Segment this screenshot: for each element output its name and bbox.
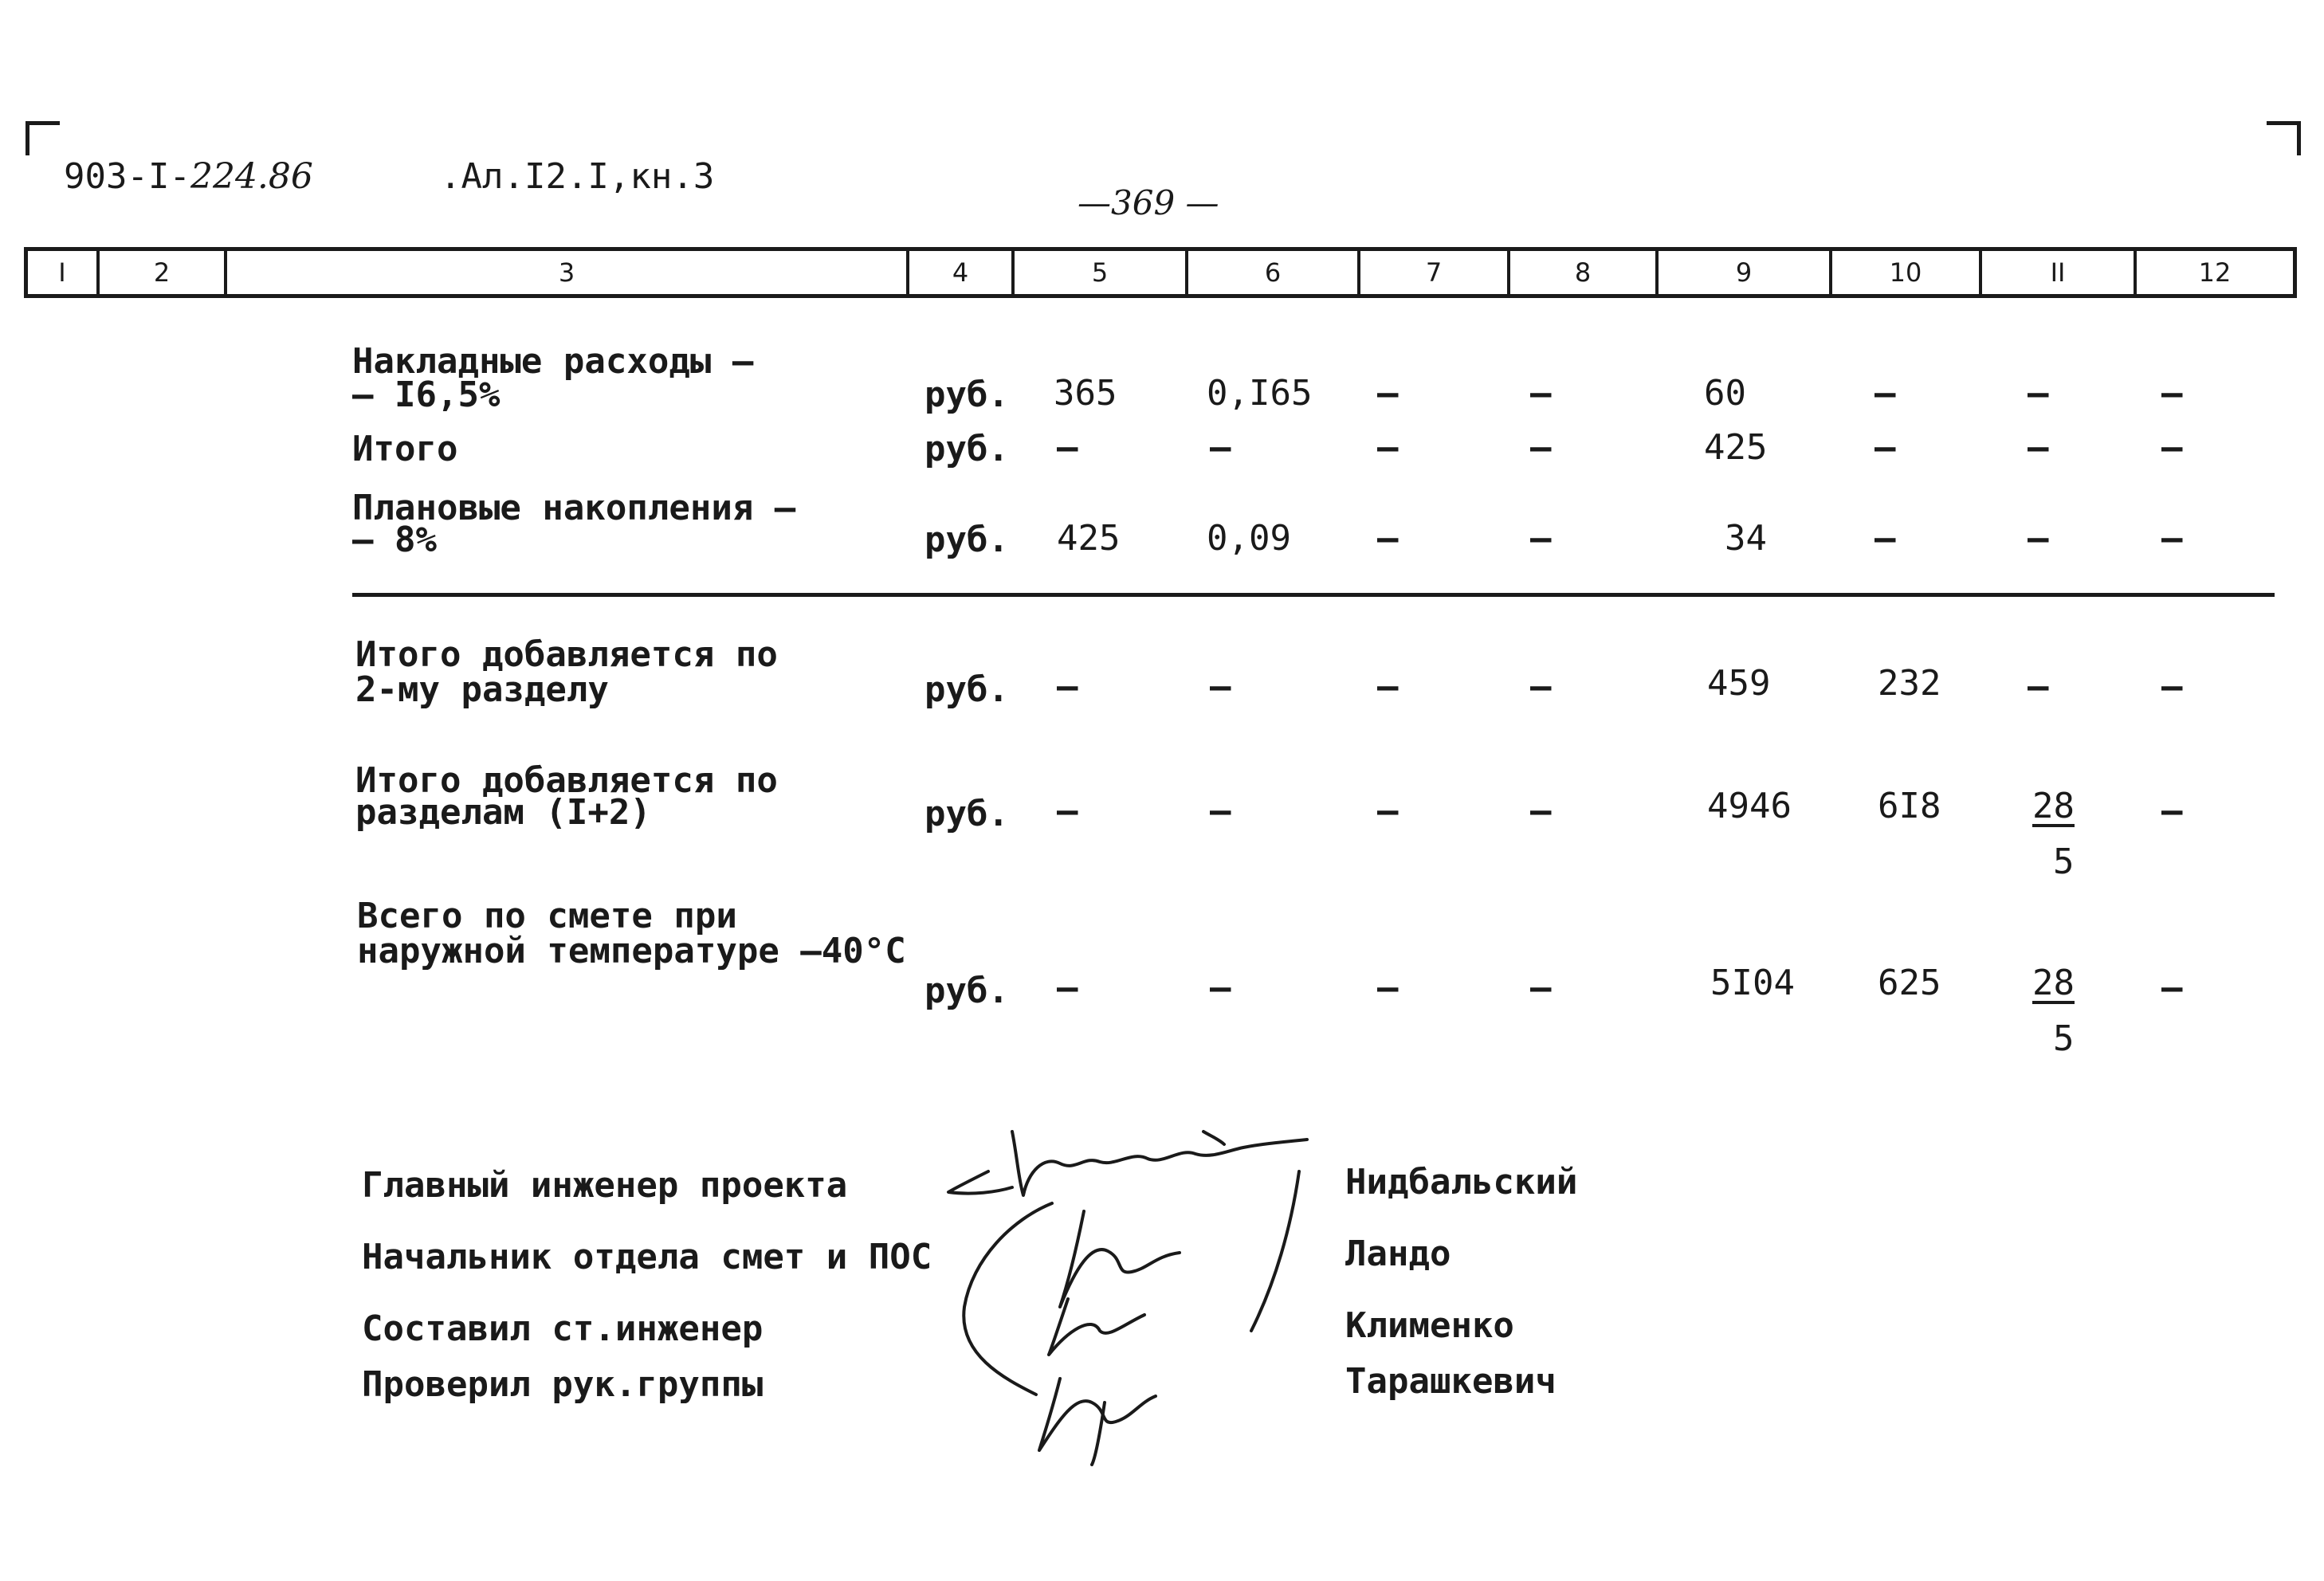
document-code bbox=[64, 156, 313, 197]
col5-cell: 425 bbox=[1057, 518, 1121, 559]
col6-cell: – bbox=[1210, 790, 1231, 831]
row-label-line: Плановые накопления – bbox=[352, 488, 796, 528]
unit-cell: руб. bbox=[924, 520, 1009, 560]
column-number: I bbox=[58, 257, 66, 288]
col11-cell: – bbox=[2028, 427, 2049, 468]
column-number-bar bbox=[24, 247, 2297, 298]
row-label-line: разделам (I+2) bbox=[355, 792, 651, 833]
column-number: II bbox=[1979, 251, 2134, 294]
col6-cell: 0,I65 bbox=[1207, 373, 1313, 414]
unit-cell: руб. bbox=[924, 971, 1009, 1011]
section-divider bbox=[352, 593, 2275, 597]
handwritten-signatures-image bbox=[940, 1116, 1355, 1466]
col9-cell: 60 bbox=[1704, 373, 1746, 414]
row-label-line: – I6,5% bbox=[352, 375, 501, 415]
col9-cell: 5I04 bbox=[1710, 963, 1795, 1003]
col12-cell: – bbox=[2161, 790, 2183, 831]
col8-cell: – bbox=[1530, 967, 1552, 1008]
col8-cell: – bbox=[1530, 427, 1552, 468]
document-code-prefix: 903-I- bbox=[64, 156, 190, 197]
signatory-role: Составил ст.инженер bbox=[362, 1308, 764, 1349]
row-label-line: Итого добавляется по bbox=[355, 634, 778, 675]
column-number: 5 bbox=[1011, 251, 1185, 294]
col5-cell: – bbox=[1057, 666, 1078, 707]
document-code-handwritten: 224.86 bbox=[190, 156, 313, 197]
col10-cell: – bbox=[1875, 373, 1896, 414]
col5-cell: – bbox=[1057, 967, 1078, 1008]
col7-cell: – bbox=[1377, 666, 1399, 707]
signatory-name: Нидбальский bbox=[1345, 1162, 1578, 1202]
col7-cell: – bbox=[1377, 518, 1399, 559]
col10-cell: 232 bbox=[1878, 663, 1941, 704]
col10-cell: – bbox=[1875, 518, 1896, 559]
col9-cell: 459 bbox=[1707, 663, 1771, 704]
col7-cell: – bbox=[1377, 790, 1399, 831]
row-label-line: – 8% bbox=[352, 520, 437, 560]
col6-cell: – bbox=[1210, 666, 1231, 707]
col9-cell: 425 bbox=[1704, 427, 1768, 468]
col5-cell: 365 bbox=[1054, 373, 1117, 414]
col7-cell: – bbox=[1377, 967, 1399, 1008]
col7-cell: – bbox=[1377, 427, 1399, 468]
col12-cell: – bbox=[2161, 666, 2183, 707]
row-label-line: Итого добавляется по bbox=[355, 760, 778, 801]
col12-cell: – bbox=[2161, 518, 2183, 559]
column-number: 2 bbox=[96, 251, 224, 294]
row-label-line: 2-му разделу bbox=[355, 669, 609, 710]
row-label-line: наружной температуре –40°C bbox=[357, 931, 906, 971]
column-number: 7 bbox=[1357, 251, 1507, 294]
col6-cell: – bbox=[1210, 427, 1231, 468]
col8-cell: – bbox=[1530, 790, 1552, 831]
unit-cell: руб. bbox=[924, 669, 1009, 710]
col10-cell: – bbox=[1875, 427, 1896, 468]
col11-cell: – bbox=[2028, 518, 2049, 559]
col5-cell: – bbox=[1057, 427, 1078, 468]
col6-cell: 0,09 bbox=[1207, 518, 1291, 559]
unit-cell: руб. bbox=[924, 429, 1009, 469]
col11-fraction-bottom: 5 bbox=[2053, 842, 2075, 882]
signatory-name: Ландо bbox=[1345, 1234, 1451, 1274]
col12-cell: – bbox=[2161, 373, 2183, 414]
col10-cell: 625 bbox=[1878, 963, 1941, 1003]
corner-mark-top-left bbox=[26, 121, 60, 155]
unit-cell: руб. bbox=[924, 375, 1009, 415]
column-number: 6 bbox=[1185, 251, 1357, 294]
column-number: 9 bbox=[1655, 251, 1829, 294]
signatory-name: Тарашкевич bbox=[1345, 1361, 1557, 1402]
row-label-line: Накладные расходы – bbox=[352, 341, 754, 382]
column-number: 8 bbox=[1507, 251, 1655, 294]
col11-cell: – bbox=[2028, 373, 2049, 414]
col11-fraction-top: 28 bbox=[2032, 786, 2075, 826]
col7-cell: – bbox=[1377, 373, 1399, 414]
column-number: 4 bbox=[906, 251, 1011, 294]
col8-cell: – bbox=[1530, 666, 1552, 707]
col11-cell: – bbox=[2028, 666, 2049, 707]
corner-mark-top-right bbox=[2267, 121, 2301, 155]
row-label-line: Всего по смете при bbox=[357, 896, 737, 936]
col8-cell: – bbox=[1530, 518, 1552, 559]
col11-fraction-bottom: 5 bbox=[2053, 1018, 2075, 1059]
col9-cell: 34 bbox=[1725, 518, 1767, 559]
column-number: 10 bbox=[1829, 251, 1979, 294]
page-number: —369 — bbox=[1078, 183, 1219, 222]
unit-cell: руб. bbox=[924, 794, 1009, 834]
col5-cell: – bbox=[1057, 790, 1078, 831]
col11-fraction-top: 28 bbox=[2032, 963, 2075, 1003]
column-number: 3 bbox=[224, 251, 906, 294]
signatory-role: Проверил рук.группы bbox=[362, 1364, 764, 1405]
col12-cell: – bbox=[2161, 967, 2183, 1008]
col6-cell: – bbox=[1210, 967, 1231, 1008]
col10-cell: 6I8 bbox=[1878, 786, 1941, 826]
signatory-name: Клименко bbox=[1345, 1305, 1514, 1346]
row-label-line: Итого bbox=[352, 429, 458, 469]
col9-cell: 4946 bbox=[1707, 786, 1792, 826]
col8-cell: – bbox=[1530, 373, 1552, 414]
signatory-role: Начальник отдела смет и ПОС bbox=[362, 1237, 932, 1277]
col12-cell: – bbox=[2161, 427, 2183, 468]
signatory-role: Главный инженер проекта bbox=[362, 1165, 848, 1206]
album-reference: .Ал.I2.I,кн.3 bbox=[440, 156, 715, 197]
column-number: 12 bbox=[2134, 251, 2293, 294]
